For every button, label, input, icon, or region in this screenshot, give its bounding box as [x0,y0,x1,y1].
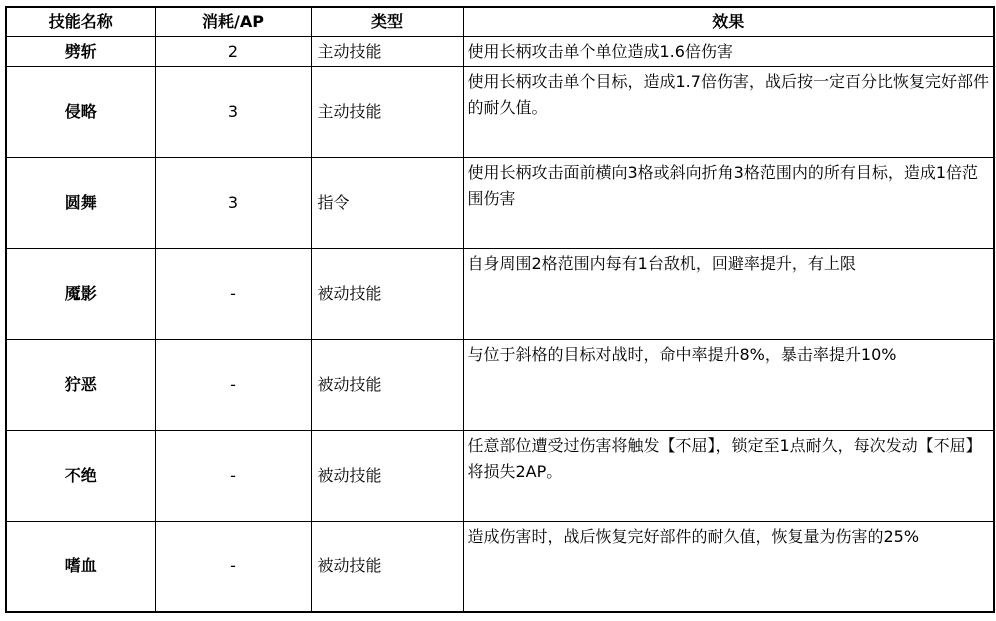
skill-name-cell: 侵略 [6,67,155,158]
table-row [6,158,994,249]
skill-effect-cell: 使用长柄攻击单个目标，造成1.7倍伤害，战后按一定百分比恢复完好部件的耐久值。 [463,67,994,158]
skill-type-cell: 被动技能 [311,431,463,522]
skill-type-cell: 被动技能 [311,249,463,340]
skills-table [5,6,995,613]
skill-effect-cell: 使用长柄攻击面前横向3格或斜向折角3格范围内的所有目标，造成1倍范围伤害 [463,158,994,249]
header-cost-ap: 消耗/AP [155,7,311,37]
skill-cost-cell: 2 [155,37,311,67]
skill-cost-cell: 3 [155,158,311,249]
skill-name-cell: 劈斩 [6,37,155,67]
skill-name-cell: 嗜血 [6,522,155,612]
skill-effect-cell: 任意部位遭受过伤害将触发【不屈】，锁定至1点耐久，每次发动【不屈】将损失2AP。 [463,431,994,522]
table-row [6,37,994,67]
header-skill-name: 技能名称 [6,7,155,37]
skills-table-container [5,6,995,613]
skill-name-cell: 不绝 [6,431,155,522]
skill-type-cell: 指令 [311,158,463,249]
skill-cost-cell: - [155,340,311,431]
skill-cost-cell: - [155,249,311,340]
skill-name-cell: 圆舞 [6,158,155,249]
skill-cost-cell: 3 [155,67,311,158]
header-type: 类型 [311,7,463,37]
table-row [6,340,994,431]
skill-effect-cell: 使用长柄攻击单个单位造成1.6倍伤害 [463,37,994,67]
table-row [6,522,994,612]
skill-effect-cell: 自身周围2格范围内每有1台敌机，回避率提升，有上限 [463,249,994,340]
skill-effect-cell: 与位于斜格的目标对战时，命中率提升8%，暴击率提升10% [463,340,994,431]
skill-type-cell: 主动技能 [311,67,463,158]
skill-cost-cell: - [155,522,311,612]
table-row [6,67,994,158]
header-effect: 效果 [463,7,994,37]
skill-type-cell: 被动技能 [311,340,463,431]
table-row [6,431,994,522]
table-row [6,249,994,340]
table-header-row [6,7,994,37]
skill-cost-cell: - [155,431,311,522]
skill-type-cell: 主动技能 [311,37,463,67]
skill-name-cell: 狞恶 [6,340,155,431]
skill-effect-cell: 造成伤害时，战后恢复完好部件的耐久值，恢复量为伤害的25% [463,522,994,612]
skill-name-cell: 魇影 [6,249,155,340]
skill-type-cell: 被动技能 [311,522,463,612]
